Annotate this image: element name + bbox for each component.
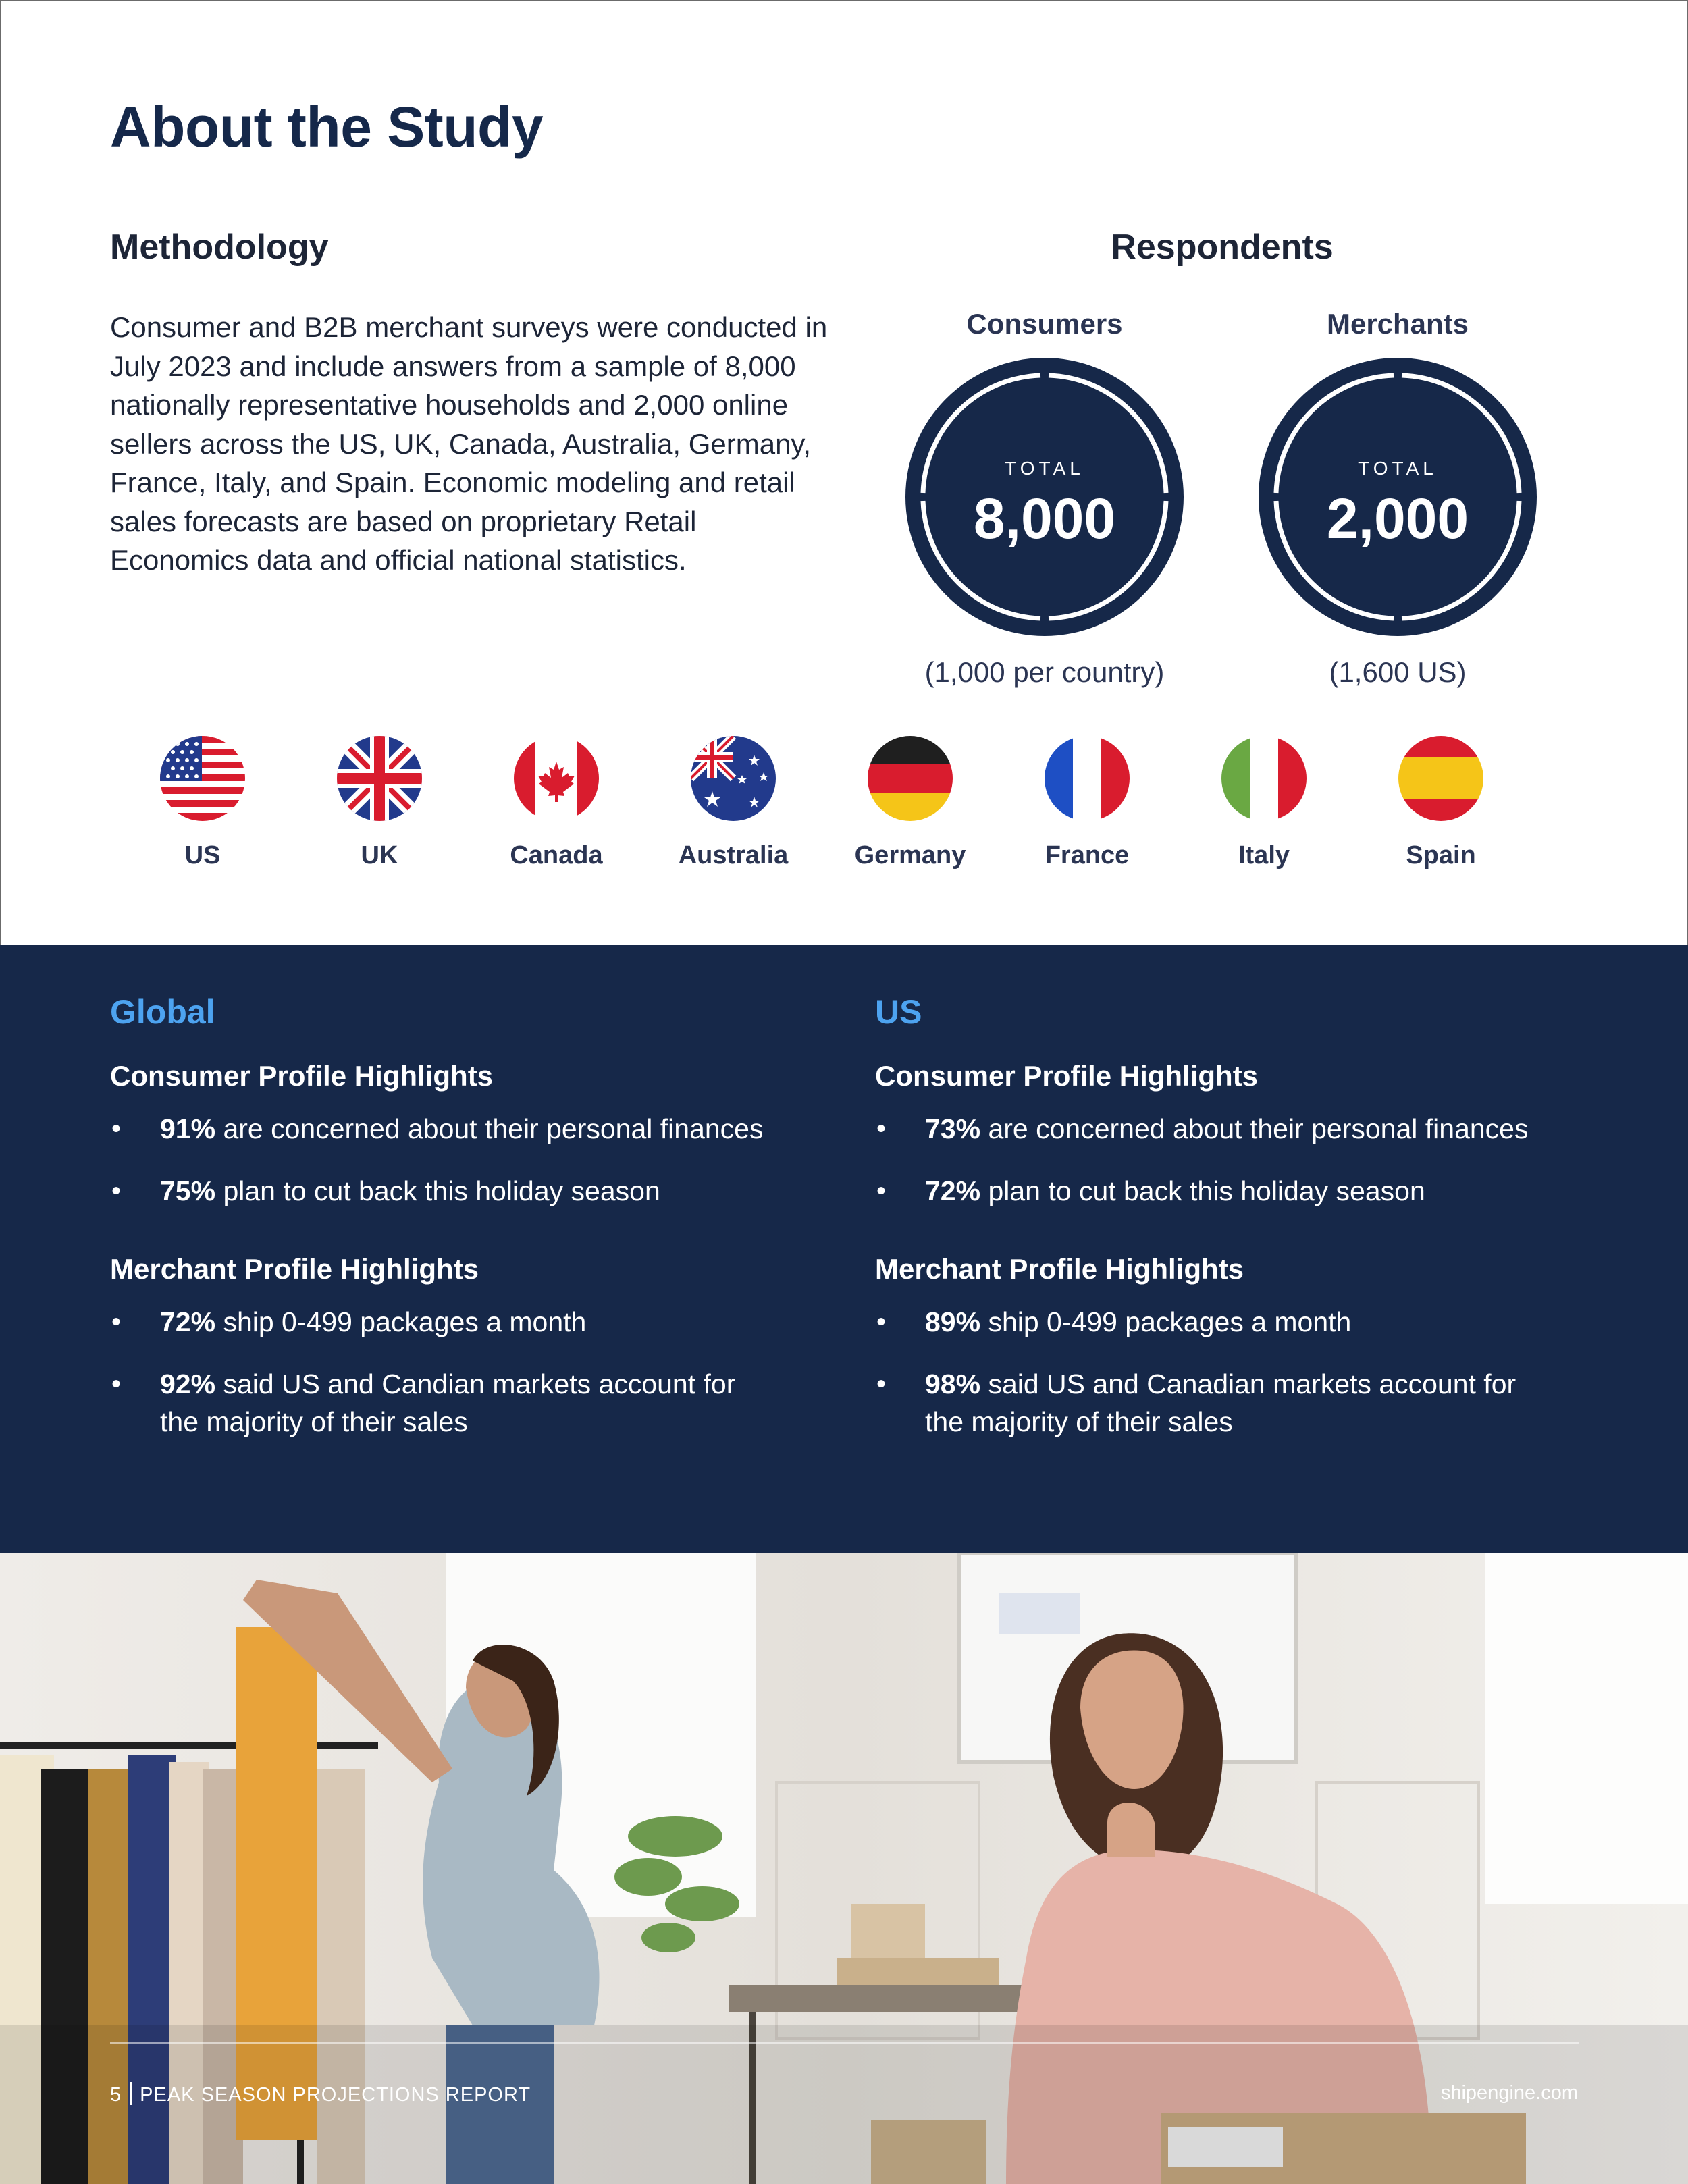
us-region-heading: US bbox=[875, 993, 922, 1031]
list-item: • 98% said US and Canadian markets account for the majority of their sales bbox=[876, 1368, 1516, 1437]
methodology-body: Consumer and B2B merchant surveys were conducted in July 2023 and include answers from a sample of 8,000 nationally representative households and 2,000 online sellers across the US, UK, Canada, Australia, Germany, France, Italy, and Spain. Economic modeling and retail sales forecasts are based on proprietary Retail Economics data and official national statistics. bbox=[110, 311, 828, 576]
canada-flag-icon bbox=[514, 736, 599, 821]
report-title: PEAK SEASON PROJECTIONS REPORT bbox=[140, 2084, 531, 2106]
list-item: • 91% are concerned about their personal finances bbox=[111, 1113, 764, 1144]
merchants-total-label: TOTAL bbox=[1358, 458, 1438, 479]
country-name: US bbox=[184, 841, 221, 870]
country-name: UK bbox=[361, 841, 398, 870]
country-spain bbox=[1346, 736, 1535, 870]
country-france bbox=[993, 736, 1182, 870]
country-australia bbox=[639, 736, 828, 870]
consumers-label: Consumers bbox=[966, 308, 1123, 340]
country-germany bbox=[816, 736, 1005, 870]
global-consumer-heading: Consumer Profile Highlights bbox=[110, 1060, 494, 1092]
list-item: • 89% ship 0-499 packages a month bbox=[876, 1306, 1352, 1337]
merchants-note: (1,600 US) bbox=[1329, 656, 1467, 688]
page-number: 5 bbox=[110, 2084, 122, 2106]
us-merchant-list bbox=[875, 1303, 1618, 1441]
consumers-respondents bbox=[903, 308, 1186, 689]
italy-flag-icon bbox=[1221, 736, 1307, 821]
global-merchant-heading: Merchant Profile Highlights bbox=[110, 1253, 479, 1285]
list-item: • 92% said US and Candian markets account for the majority of their sales bbox=[111, 1368, 736, 1437]
country-italy bbox=[1169, 736, 1359, 870]
list-item: • 72% plan to cut back this holiday season bbox=[876, 1175, 1425, 1206]
australia-flag-icon bbox=[691, 736, 776, 821]
merchants-total-value: 2,000 bbox=[1326, 487, 1469, 550]
us-highlights bbox=[875, 992, 1618, 1465]
merchants-total-ring bbox=[1259, 358, 1537, 636]
footer-divider bbox=[110, 2042, 1579, 2044]
footer-separator bbox=[130, 2082, 132, 2105]
footer-site-link[interactable]: shipengine.com bbox=[1440, 2082, 1578, 2104]
consumers-note: (1,000 per country) bbox=[924, 656, 1165, 688]
global-highlights bbox=[110, 992, 853, 1465]
consumers-total-label: TOTAL bbox=[1005, 458, 1084, 479]
global-region-heading: Global bbox=[110, 993, 215, 1031]
methodology-heading: Methodology bbox=[110, 228, 329, 267]
us-merchant-heading: Merchant Profile Highlights bbox=[875, 1253, 1244, 1285]
merchants-respondents bbox=[1256, 308, 1539, 689]
country-canada bbox=[462, 736, 651, 870]
country-uk bbox=[285, 736, 474, 870]
list-item: • 75% plan to cut back this holiday season bbox=[111, 1175, 660, 1206]
country-name: Canada bbox=[510, 841, 603, 870]
country-name: Italy bbox=[1238, 841, 1290, 870]
us-flag-icon bbox=[160, 736, 245, 821]
list-item: • 73% are concerned about their personal finances bbox=[876, 1113, 1529, 1144]
global-consumer-list bbox=[110, 1110, 853, 1210]
page-title: About the Study bbox=[110, 95, 544, 159]
country-name: France bbox=[1045, 841, 1130, 870]
respondents-heading: Respondents bbox=[1111, 228, 1334, 267]
list-item: • 72% ship 0-499 packages a month bbox=[111, 1306, 587, 1337]
country-name: Germany bbox=[854, 841, 966, 870]
france-flag-icon bbox=[1045, 736, 1130, 821]
country-name: Australia bbox=[678, 841, 789, 870]
consumers-total-value: 8,000 bbox=[973, 487, 1116, 550]
germany-flag-icon bbox=[868, 736, 953, 821]
uk-flag-icon bbox=[337, 736, 422, 821]
us-consumer-list bbox=[875, 1110, 1618, 1210]
spain-flag-icon bbox=[1398, 736, 1483, 821]
country-name: Spain bbox=[1406, 841, 1476, 870]
country-flags bbox=[108, 736, 1580, 884]
us-consumer-heading: Consumer Profile Highlights bbox=[875, 1060, 1259, 1092]
country-us bbox=[108, 736, 297, 870]
global-merchant-list bbox=[110, 1303, 853, 1441]
merchants-label: Merchants bbox=[1326, 308, 1469, 340]
footer-report bbox=[110, 2082, 531, 2106]
consumers-total-ring bbox=[905, 358, 1184, 636]
